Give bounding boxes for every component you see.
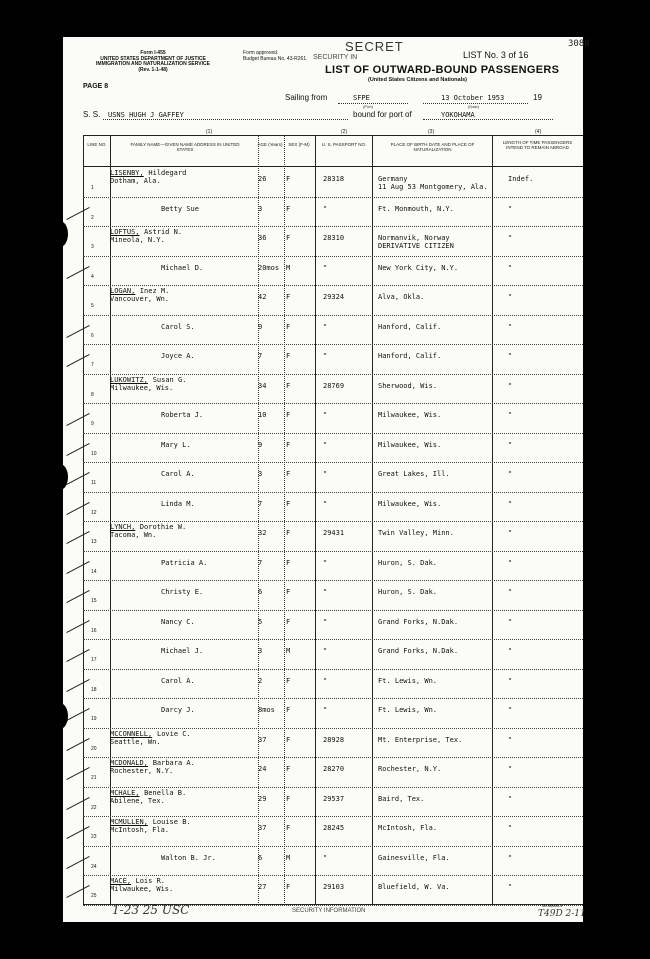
place-of-birth: New York City, N.Y. [378,263,459,272]
naturalization: 11 Aug 53 Montgomery, Ala. [378,183,488,191]
bound-port: YOKOHAMA [441,111,475,119]
length-of-stay: " [508,470,513,478]
place-of-birth: Ft. Monmouth, N.Y. [378,204,454,213]
sex: F [286,794,291,803]
header-sex: SEX (F-M) [288,142,310,147]
corner-number: 3088 [568,39,590,49]
place-of-birth: Twin Valley, Minn. [378,529,454,537]
age: 2 [258,676,263,685]
age: 34 [258,381,267,390]
table-row [83,433,583,464]
sex: F [286,293,291,301]
length-of-stay: " [508,204,513,213]
line-number: 20 [91,745,97,752]
table-row [83,403,583,434]
address: McIntosh, Fla. [110,826,170,834]
length-of-stay: " [508,352,513,360]
length-of-stay: " [508,617,513,626]
table-row [83,197,583,228]
column-number: (3) [428,129,435,135]
place-of-birth: Milwaukee, Wis. [378,499,442,508]
ship-label: S. S. [83,110,101,119]
place-of-birth: Gainesville, Fla. [378,853,450,862]
sex: F [286,824,291,832]
passport-number: " [323,588,328,596]
given-name: Roberta J. [161,411,204,419]
line-number: 24 [91,863,97,870]
length-of-stay: " [508,676,513,685]
place-of-birth: Rochester, N.Y. [378,765,442,773]
line-number: 13 [91,539,97,545]
address: Milwaukee, Wis. [110,885,174,893]
place-of-birth: Great Lakes, Ill. [378,470,450,478]
column-number: (4) [535,129,542,135]
line-number: 15 [91,598,97,604]
address: Milwaukee, Wis. [110,383,174,392]
passport-number: 28928 [323,735,345,744]
family-name: MACE, [110,877,132,885]
given-name: Nancy C. [161,617,195,626]
document-title: LIST OF OUTWARD-BOUND PASSENGERS [325,64,560,76]
passport-number: " [323,647,328,655]
handwritten-code: T49D 2-11 [538,909,586,919]
passport-number: " [323,617,328,626]
age: 6 [258,588,263,596]
bound-label: bound for port of [353,110,412,119]
address: Mineola, N.Y. [110,236,165,244]
sex: M [286,647,291,655]
passport-number: 29537 [323,794,345,803]
table-row [83,728,583,759]
passport-number: " [323,204,328,213]
passport-number: 28270 [323,765,345,773]
table-row [83,816,583,847]
passport-number: " [323,558,328,567]
family-name: LUKOWITZ, [110,375,148,384]
age: 9 [258,322,263,331]
length-of-stay: " [508,440,513,449]
passport-number: " [323,440,328,449]
line-number: 6 [91,332,94,339]
line-number: 19 [91,716,97,722]
family-name: MCMULLEN, [110,818,148,826]
sex: F [286,883,291,891]
table-row [83,167,583,198]
table-row [83,492,583,523]
column-number: (1) [206,129,213,135]
table-row [83,344,583,375]
table-row [83,580,583,611]
sex: F [286,322,291,331]
passport-number: 29324 [323,293,345,301]
sex: F [286,411,291,419]
table-row [83,374,583,405]
length-of-stay: " [508,588,513,596]
budget-bureau-text: Budget Bureau No. 43-R261. [243,55,308,62]
given-name: Patricia A. [161,558,208,567]
age: 10 [258,411,267,419]
sex: M [286,853,291,862]
department-name: UNITED STATES DEPARTMENT OF JUSTICE [100,55,206,62]
line-number: 18 [91,686,97,693]
address: Tacoma, Wn. [110,531,157,539]
place-of-birth: Ft. Lewis, Wn. [378,676,438,685]
passport-number: " [323,706,328,714]
place-of-birth: Milwaukee, Wis. [378,440,442,449]
given-name: Dorothie W. [139,523,187,531]
line-number: 12 [91,509,97,516]
passport-number: " [323,322,328,331]
line-number: 10 [91,450,97,457]
age: 26 [258,175,267,183]
approval-text: Form approved. [243,50,279,56]
table-row [83,285,583,316]
line-number: 1 [91,185,94,191]
line-number: 3 [91,244,94,250]
table-row [83,226,583,257]
sex: F [286,676,291,685]
passport-number: 28245 [323,824,345,832]
document-subtitle: (United States Citizens and Nationals) [368,77,468,83]
header-name: FAMILY NAME—GIVEN NAME ADDRESS IN UNITED STATES [130,142,240,152]
sailing-date: 13 October 1953 [441,94,505,102]
security-footer: SECURITY INFORMATION [292,908,366,914]
place-of-birth: Germany [378,175,408,183]
place-of-birth: Huron, S. Dak. [378,588,438,596]
length-of-stay: " [508,824,513,832]
family-name: LOFTUS, [110,228,140,236]
place-of-birth: McIntosh, Fla. [378,824,438,832]
family-name: MCDONALD, [110,759,148,767]
punch-hole [52,703,68,729]
sex: F [286,588,291,596]
age: 36 [258,234,267,242]
line-number: 4 [91,273,94,280]
age: 3 [258,470,263,478]
given-name: Betty Sue [161,204,199,213]
table-row [83,787,583,818]
header-birth: PLACE OF BIRTH DATE AND PLACE OF NATURALIZATION [390,142,475,152]
place-of-birth: Hanford, Calif. [378,322,442,331]
sex: F [286,617,291,626]
place-of-birth: Baird, Tex. [378,794,425,803]
age: 29 [258,794,267,803]
given-name: Lois R. [135,877,166,885]
table-row [83,462,583,493]
age: 27 [258,883,267,891]
family-name: LISENBY, [110,169,144,177]
header-line-no: LINE NO. [87,142,107,147]
header-passport: U. S. PASSPORT NO. [321,142,367,147]
given-name: Mary L. [161,440,191,449]
place-of-birth: Ft. Lewis, Wn. [378,706,438,714]
form-header-left [83,51,223,73]
line-number: 17 [91,657,97,663]
sex: F [286,735,291,744]
family-name: MCHALE, [110,788,140,797]
length-of-stay: " [508,234,513,242]
place-of-birth: Sherwood, Wis. [378,381,438,390]
security-stamp: SECURITY IN [313,54,358,61]
form-approval [243,51,308,62]
age: 7 [258,499,263,508]
header-age: AGE (Years) [257,142,283,147]
age: 37 [258,735,267,744]
table-row [83,698,583,729]
place-of-birth: Milwaukee, Wis. [378,411,442,419]
sex: F [286,175,291,183]
naturalization: DERIVATIVE CITIZEN [378,242,454,250]
given-name: Barbara A. [152,759,195,767]
line-number: 16 [91,627,97,634]
table-row [83,639,583,670]
table-row [83,521,583,552]
table-row [83,875,583,906]
header-stay: LENGTH OF TIME PASSENGERS INTEND TO REMAIN ABROAD [502,140,573,150]
punch-hole [52,464,68,490]
given-name: Linda M. [161,499,195,508]
place-of-birth: Normanvik, Norway [378,234,450,242]
age: 3 [258,204,263,213]
column-number: (2) [341,129,348,135]
form-number: Form I-455 [140,50,166,56]
address: Seattle, Wn. [110,737,161,746]
port-caption: (Port) [363,104,373,109]
length-of-stay: " [508,794,513,803]
line-number: 9 [91,421,94,427]
form-revision: (Rev. 1-1-48) [138,66,168,73]
address: Rochester, N.Y. [110,767,174,775]
sailing-port: SFPE [353,94,370,102]
age: 24 [258,765,267,773]
age: 6 [258,853,263,862]
passport-number: 28318 [323,175,345,183]
age: 7 [258,352,263,360]
sex: F [286,204,291,213]
given-name: Astrid N. [144,228,183,236]
length-of-stay: " [508,263,513,272]
given-name: Carol A. [161,470,195,478]
line-number: 22 [91,804,97,811]
length-of-stay: " [508,706,513,714]
length-of-stay: " [508,765,513,773]
age: 37 [258,824,267,832]
passport-number: 29103 [323,883,345,891]
passport-number: 28310 [323,234,345,242]
age: 3 [258,647,263,655]
service-name: IMMIGRATION AND NATURALIZATION SERVICE [96,61,210,67]
sex: F [286,706,291,714]
page-label: PAGE 8 [83,83,109,90]
age: 9 [258,440,263,449]
line-number: 21 [91,775,97,781]
list-number: LIST No. 3 of 16 [463,50,529,60]
given-name: Carol A. [161,676,195,685]
table-row [83,610,583,641]
given-name: Inez M. [139,287,170,295]
passport-number: " [323,352,328,360]
secret-stamp: SECRET [345,39,404,54]
sex: F [286,381,291,390]
length-of-stay: " [508,558,513,567]
family-name: LOGAN, [110,287,136,295]
line-number: 25 [91,893,97,899]
place-of-birth: Grand Forks, N.Dak. [378,617,459,626]
sex: F [286,499,291,508]
given-name: Joyce A. [161,352,195,360]
sex: M [286,263,291,272]
passport-number: 29431 [323,529,345,537]
sex: F [286,558,291,567]
sex: F [286,765,291,773]
given-name: Lovie C. [157,729,191,738]
line-number: 7 [91,362,94,368]
punch-hole [52,221,68,247]
length-of-stay: " [508,883,513,891]
table-row [83,846,583,877]
length-of-stay: Indef. [508,175,534,183]
given-name: Benella B. [144,788,187,797]
given-name: Michael J. [161,647,204,655]
year-label: 19 [533,93,542,102]
family-name: LYNCH, [110,523,136,531]
given-name: Carol S. [161,322,195,331]
table-row [83,315,583,346]
length-of-stay: " [508,381,513,390]
place-of-birth: Grand Forks, N.Dak. [378,647,459,655]
sex: F [286,234,291,242]
given-name: Susan G. [152,375,187,384]
passport-number: " [323,470,328,478]
passport-number: " [323,853,328,862]
sailing-label: Sailing from [285,93,328,102]
length-of-stay: " [508,499,513,508]
line-number: 14 [91,568,97,575]
line-number: 11 [91,480,97,486]
sex: F [286,529,291,537]
address: Vancouver, Wn. [110,295,170,303]
handwritten-note: 1-23 25 USC [112,903,190,917]
sex: F [286,440,291,449]
line-number: 2 [91,214,94,221]
given-name: Louise B. [152,818,191,826]
passport-number: " [323,411,328,419]
age: 32 [258,529,267,537]
given-name: Christy E. [161,588,204,596]
table-row [83,669,583,700]
length-of-stay: " [508,529,513,537]
age: 7 [258,558,263,567]
line-number: 5 [91,303,94,309]
age: 8mos [258,706,275,714]
length-of-stay: " [508,293,513,301]
given-name: Michael D. [161,263,204,272]
length-of-stay: " [508,853,513,862]
given-name: Hildegard [148,169,187,177]
place-of-birth: Hanford, Calif. [378,352,442,360]
family-name: MCCONNELL, [110,729,153,738]
address: Abilene, Tex. [110,796,165,805]
line-number: 8 [91,391,94,398]
sex: F [286,470,291,478]
place-of-birth: Alva, Okla. [378,293,425,301]
sex: F [286,352,291,360]
given-name: Darcy J. [161,706,195,714]
length-of-stay: " [508,647,513,655]
address: Dotham, Ala. [110,177,161,185]
passport-number: " [323,499,328,508]
passport-number: " [323,263,328,272]
passport-number: " [323,676,328,685]
place-of-birth: Huron, S. Dak. [378,558,438,567]
table-row [83,757,583,788]
age: 42 [258,293,267,301]
form-print-number: 16-55665-1 [542,903,563,908]
length-of-stay: " [508,735,513,744]
length-of-stay: " [508,322,513,331]
place-of-birth: Bluefield, W. Va. [378,883,450,891]
length-of-stay: " [508,411,513,419]
table-row [83,256,583,287]
place-of-birth: Mt. Enterprise, Tex. [378,735,463,744]
date-caption: (Date) [468,104,480,109]
line-number: 23 [91,834,97,840]
table-row [83,551,583,582]
age: 5 [258,617,263,626]
given-name: Walton B. Jr. [161,853,216,862]
age: 20mos [258,263,280,272]
ship-name: USNS HUGH J GAFFEY [108,111,184,119]
passport-number: 28769 [323,381,345,390]
